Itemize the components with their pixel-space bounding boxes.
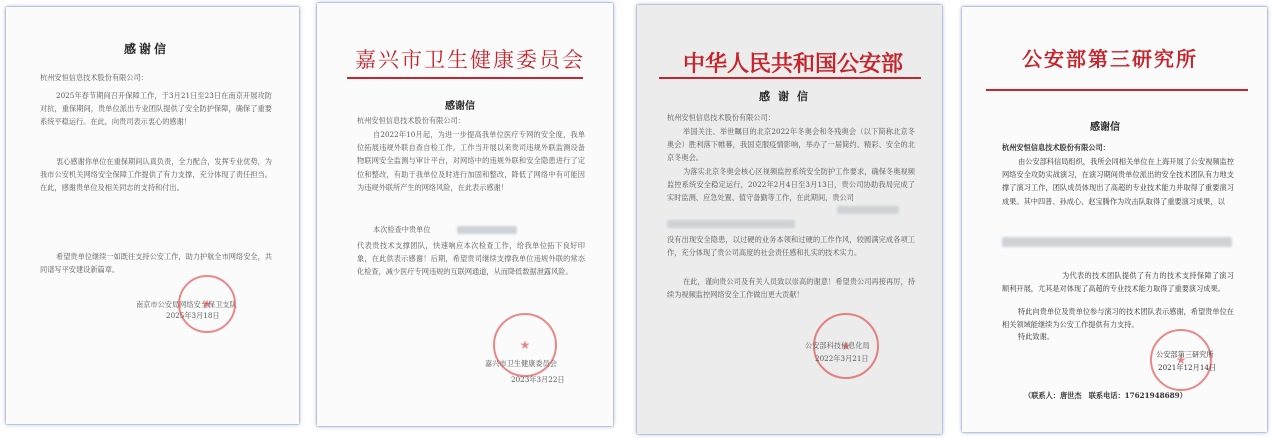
letter-paragraph: 为代表的技术团队提供了有力的技术支持保障了演习顺利开展，尤其是对体现了高超的专业技术能力取得了重要演习成果。 (1002, 271, 1234, 294)
letterhead-divider (986, 89, 1248, 91)
letter-signature: 公安部科技信息化局 (805, 341, 870, 350)
letter-signature: 南京市公安局网络安全保卫支队 (136, 300, 237, 309)
letter-salutation: 杭州安恒信息技术股份有限公司： (357, 116, 465, 125)
official-seal-icon (1150, 329, 1212, 391)
letter-title: 感谢信 (759, 90, 816, 103)
letter-salutation: 杭州安恒信息技术股份有限公司： (1002, 143, 1110, 152)
contact-line: （联系人：唐世杰 联系电话：17621948689） (1024, 391, 1187, 400)
letter-paragraph: 代表贵技术支撑团队，快速响应本次检查工作，给我单位拓下良好印象，在此供表示感谢！后期，希望贵司继续支撑我单位违规外联的常态化检查，减少医疗专网违规的互联网通道，从而降低数据泄露风险。 (357, 241, 585, 277)
letter-date: 2023年3月22日 (511, 375, 565, 384)
letter-title: 感谢信 (445, 101, 475, 112)
letter-paragraph: 由公安部科信局组织，我所会同相关单位在上海开展了公安视频监控网络安全攻防实战演习，在演习期间贵单位派出的安全技术团队有力地支撑了演习工作，团队成员体现出了高超的专业技术能力并取得了重要演习成果。其中四普、孙成心、赵宝腾作为攻击队取得了重要演习成果，以 (1002, 157, 1234, 206)
letter-paragraph: 2025年春节期间召开保障工作，于3月21日至23日在南京开展攻防对抗，重保期间，贵单位派出专业团队提供了安全防护保障，确保了重要系统平稳运行。在此，向贵司表示衷心的感谢！ (40, 91, 272, 127)
letter-date: 2025年3月18日 (166, 311, 220, 320)
letter-title: 感谢信 (124, 42, 170, 56)
letter-paragraph: 为落实北京冬奥会核心区视频监控系统安全防护工作要求，确保冬奥视频监控系统安全稳定运行，2022年2月4日至3月13日，贵公司协助我局完成了实时监测、应急处置、值守备勤等工作，在此期间，贵公司 (667, 167, 915, 203)
letter-date: 2022年3月21日 (815, 354, 869, 363)
letter-date: 2021年12月14日 (1158, 363, 1217, 372)
letterhead: 中华人民共和国公安部 (683, 51, 904, 77)
letterhead-divider (659, 77, 921, 79)
official-seal-icon (178, 275, 236, 333)
letter-paragraph: 没有出现安全隐患，以过硬的业务本领和过硬的工作作风，较圆满完成各项工作，充分体现了贵公司高度的社会责任感和扎实的技术实力。 (667, 235, 915, 258)
letter-salutation: 杭州安恒信息技术股份有限公司： (40, 73, 148, 82)
letter-title: 感谢信 (1090, 122, 1120, 133)
thank-you-letter-mps (637, 5, 942, 434)
redacted-name (667, 220, 795, 228)
redacted-name (837, 206, 899, 214)
letter-paragraph: 本次检查中贵单位 (373, 225, 431, 234)
letter-signature: 嘉兴市卫生健康委员会 (485, 359, 557, 368)
redacted-name (1002, 237, 1232, 247)
letter-signature: 公安部第三研究所 (1156, 350, 1214, 359)
letter-paragraph: 希望贵单位继续一如既往支持公安工作，助力护航全市网络安全，共同谱写平安建设新篇章。 (40, 252, 272, 275)
letter-paragraph: 特此致谢。 (1018, 332, 1054, 341)
letter-salutation: 杭州安恒信息技术股份有限公司： (667, 113, 775, 122)
letter-paragraph: 自2022年10月起，为进一步提高我单位医疗专网的安全度，我单位拓展违规外联自查自检工作。工作当开展以来贵司违规外联监测设备物联网安全监测与审计平台，对网络中的违规外联和安全隐患进行了定位和整改，有助于我单位及时进行加固和整改，降低了网络中有可能因为违规外联所产生的网络风险，在此表示感谢！ (357, 130, 585, 192)
redacted-name (457, 226, 517, 234)
letter-paragraph: 特此向贵单位及贵单位参与演习的技术团队表示感谢，希望贵单位在相关领域能继续为公安工作提供有力支持。 (1002, 307, 1234, 330)
letterhead: 公安部第三研究所 (1022, 47, 1198, 71)
thank-you-letter-third-institute (962, 7, 1267, 432)
thank-you-letter-nanjing (6, 7, 299, 424)
letter-paragraph: 举国关注、举世瞩目的北京2022年冬奥会和冬残奥会（以下简称北京冬奥会）胜利落下帷幕，我国克服疫情影响，举办了一届简约、精彩、安全的北京冬奥会。 (667, 127, 915, 163)
letterhead-divider (347, 77, 583, 79)
letter-paragraph: 在此，谨向贵公司及有关人员致以崇高的谢意！希望贵公司再接再厉，持续为视频监控网络安全工作做出更大贡献！ (667, 277, 915, 300)
letter-paragraph: 衷心感谢你单位在重保期间认真负责，全力配合，发挥专业优势，为我市公安机关网络安全保障工作提供了有力支撑，充分体现了责任担当。在此，感谢贵单位及相关同志的支持和付出。 (40, 157, 272, 193)
thank-you-letter-jiaxing (317, 3, 613, 426)
letterhead: 嘉兴市卫生健康委员会 (355, 48, 585, 72)
